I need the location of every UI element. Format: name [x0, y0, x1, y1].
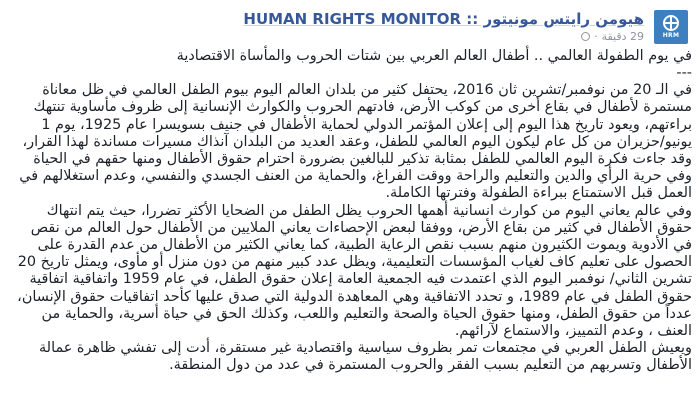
avatar[interactable]: [654, 10, 688, 44]
post-timestamp[interactable]: 29 دقيقة: [601, 30, 644, 43]
globe-icon: [663, 15, 679, 31]
meta-dot: ·: [594, 30, 598, 43]
separator: ---: [676, 65, 692, 82]
post-meta: [581, 30, 644, 43]
avatar-text: HRM: [662, 32, 680, 39]
paragraph: وفي عالم يعاني اليوم من كوارث انسانية أهمها الحروب يظل الطفل من الضحايا الأكثر تضررا، حيث يتم انتهاك حقوق الأطفال في كثير من بقاع الأرض، ووفقا لبعض الإحصاءات يعاني الملايين من الأطفال حول العالم من نقص في الأدوية ويموت الكثيرون منهم بسبب نقص الرعاية الطبية، كما يعاني الكثير من الأطفال من عدم القدرة على الحصول على تعليم كاف لغياب المؤسسات التعليمية، ويظل عدد كبير منهم من دون منزل أو مأوى، ويمثل تاريخ 20 تشرين الثاني/ نوفمبر اليوم الذي اعتمدت فيه الجمعية العامة إعلان حقوق الطفل، في عام 1959 واتفاقية اتفاقية حقوق الطفل في عام 1989، و تحدد الاتفاقية وهي المعاهدة الدولية التي صدق عليها كأحد اتفاقيات حقوق الإنسان، عدداً من حقوق الطفل، ومنها حقوق الحياة والصحة والتعليم واللعب، وكذلك الحق في حياة أسرية، والحماية من العنف ، وعدم التمييز، والاستماع لآرائهم.: [17, 202, 692, 340]
page-name-link[interactable]: هيومن رايتس مونيتور :: HUMAN RIGHTS MONITOR: [243, 10, 644, 28]
post-title: في يوم الطفولة العالمي .. أطفال العالم العربي بين شتات الحروب والمأساة الاقتصادية: [176, 48, 692, 64]
globe-icon[interactable]: [581, 32, 590, 41]
paragraph: ويعيش الطفل العربي في مجتمعات تمر بظروف سياسية واقتصادية غير مستقرة، أدت إلى تفشي ظاهرة عمالة الأطفال وتسربهم من التعليم بسبب الفقر والحروب المستمرة في عدد من دول المنطقة.: [38, 340, 692, 374]
post-header: [0, 0, 700, 46]
paragraph: في الـ 20 من نوفمبر/تشرين ثان 2016، يحتفل كثير من بلدان العالم اليوم بيوم الطفل العالمي في ظل معاناة مستمرة لأطفال في بقاع أخرى من كوكب الأرض، فادتهم الحروب والكوارث الإنسانية إلى ظروف مأساوية تنتهك براءتهم، ويعود تاريخ هذا اليوم إلى إعلان المؤتمر الدولي لحماية الأطفال في جنيف بسويسرا عام 1925، يوم 1 يونيو/حزيران من كل عام ليكون اليوم العالمي للطفل، وعقد العديد من البلدان آنذاك مسيرات مساندة لهذا القرار، وقد جاءت فكرة اليوم العالمي للطفل بمثابة تذكير للبالغين بضرورة احترام حقوق الأطفال ومنها حقهم في الحياة وفي حرية الرأي والدين والتعليم والراحة ووقت الفراغ، والحماية من العنف الجسدي والنفسي، وعدم استغلالهم في العمل قبل الاستمتاع ببراءة الطفولة وفترتها الكاملة.: [19, 82, 692, 202]
post-body: [8, 48, 692, 375]
